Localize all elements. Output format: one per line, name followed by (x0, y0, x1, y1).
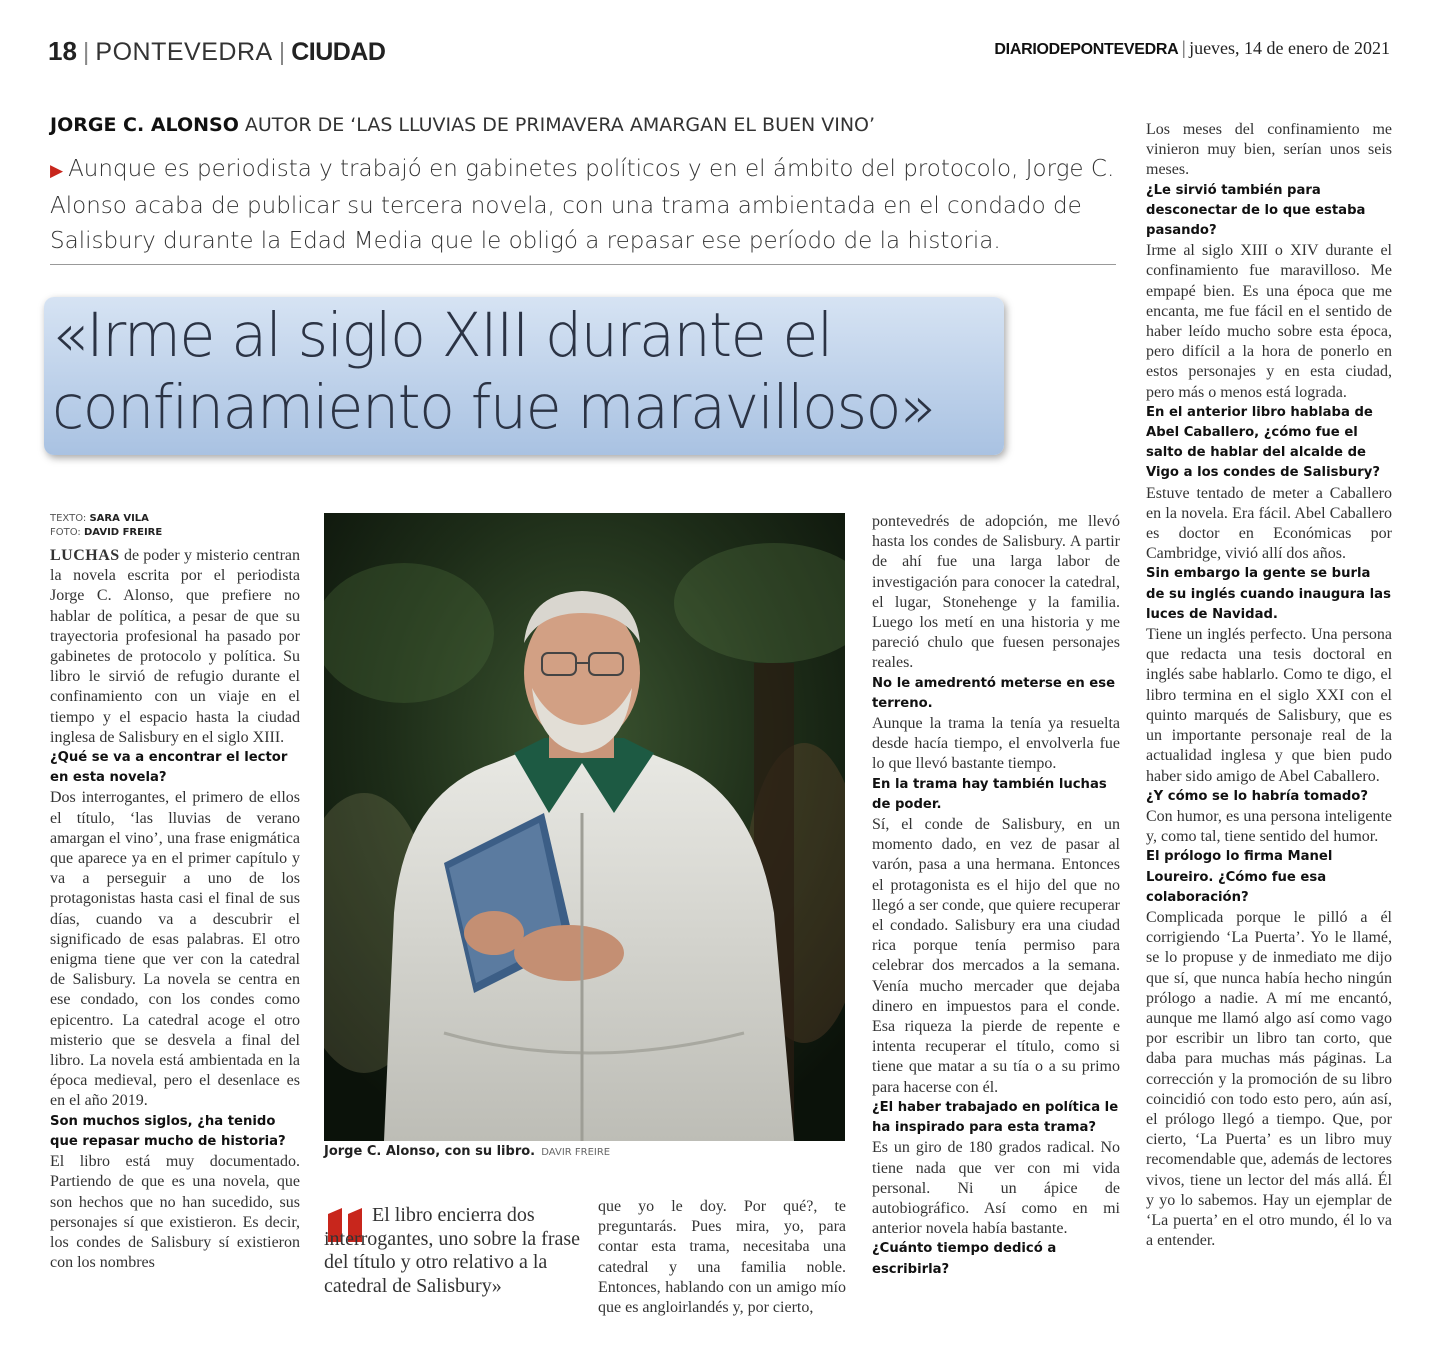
column-4 (1146, 120, 1392, 1251)
section-divider (50, 264, 1116, 265)
headline (52, 300, 1012, 444)
question: ¿Y cómo se lo habría tomado? (1146, 788, 1369, 804)
photo-illustration (324, 513, 845, 1141)
intro-paragraph: LUCHAS de poder y misterio centran la novela escrita por el periodista Jorge C. Alonso, que prefiere no hablar de política, a pesar de que su trayectoria profesional ha pasado por gabinetes de protocolo y política. Su libro le sirvió de refugio durante el confinamiento con un viaje en el tiempo y el espacio hasta la ciudad inglesa de Salisbury en el siglo XIII. (50, 547, 300, 746)
question: En el anterior libro hablaba de Abel Caballero, ¿cómo fue el salto de hablar del alcalde de Vigo a los condes de Salisbury? (1146, 404, 1381, 481)
question: El prólogo lo firma Manel Loureiro. ¿Cómo fue esa colaboración? (1146, 849, 1333, 905)
lead-word: LUCHAS (50, 547, 120, 564)
interviewee-description: AUTOR DE ‘LAS LLUVIAS DE PRIMAVERA AMARGAN EL BUEN VINO’ (244, 114, 876, 136)
header-separator: | (1181, 38, 1187, 58)
answer: Estuve tentado de meter a Caballero en la novela. Era fácil. Abel Caballero es doctor en Económicas por Cambridge, vivió allí dos años. (1146, 484, 1392, 563)
question: Son muchos siglos, ¿ha tenido que repasar mucho de historia? (50, 1113, 286, 1149)
interviewee-photo (324, 513, 845, 1141)
answer: Es un giro de 180 grados radical. No tiene nada que ver con mi vida personal. Ni un ápice de autobiográfico. Así como en mi anterior novela había bastante. (872, 1139, 1120, 1238)
header-separator: | (82, 38, 90, 66)
answer: Con humor, es una persona inteligente y, como tal, tiene sentido del humor. (1146, 807, 1392, 846)
deck-text: Aunque es periodista y trabajó en gabinetes políticos y en el ámbito del protocolo, Jorge C. Alonso acaba de publicar su tercera novela, con una trama ambientada en el condado de Salisbury durante la Edad Media que le obligó a repasar ese período de la historia. (50, 156, 1115, 254)
pull-quote: El libro encierra dos interrogantes, uno sobre la frase del título y otro relativo a la catedral de Salisbury» (324, 1204, 581, 1297)
question: ¿Cuánto tiempo dedicó a escribirla? (872, 1241, 1057, 1277)
question: ¿Qué se va a encontrar el lector en esta novela? (50, 750, 288, 786)
answer: pontevedrés de adopción, me llevó hasta los condes de Salisbury. A partir de ahí fue una larga labor de investigación para conocer la catedral, el lugar, Stonehenge y la familia. Luego los metí en una historia y me pareció chulo que fuesen personajes reales. (872, 513, 1120, 672)
question: ¿El haber trabajado en política le ha inspirado para esta trama? (872, 1099, 1119, 1136)
headline-line-1: «Irme al siglo XIII durante el (52, 300, 832, 371)
publication-logo: DIARIODEPONTEVEDRA (994, 41, 1179, 58)
column-3 (872, 512, 1120, 1280)
interviewee-name: JORGE C. ALONSO (50, 114, 239, 136)
answer: Irme al siglo XIII o XIV durante el confinamiento fue maravilloso. Me empapé bien. Es una época que me encanta, me fue fácil en el sentido de haber leído mucho sobre esta época, pero difícil a la hora de ponerlo en estos personajes y en esta ciudad, pero más o menos está lograda. (1146, 242, 1392, 401)
column-1 (50, 512, 300, 1273)
header-separator: | (278, 38, 286, 66)
triangle-arrow-icon: ▶ (50, 161, 64, 181)
article-deck (50, 152, 1120, 259)
page-header-right (994, 38, 1390, 59)
answer: Aunque la trama la tenía ya resuelta desde hacía tiempo, el envolverla fue lo que llevó bastante tiempo. (872, 715, 1120, 773)
photo-credit: FOTO: DAVID FREIRE (50, 527, 163, 538)
header-city: PONTEVEDRA (95, 38, 273, 66)
answer: Tiene un inglés perfecto. Una persona que redacta una tesis doctoral en inglés sabe hablarlo. Como te digo, el libro termina en el siglo XXI con el quinto marqués de Salisbury, que es un importante personaje real de la actualidad inglesa y que bien pudo haber sido amigo de Abel Caballero. (1146, 626, 1392, 785)
answer: Dos interrogantes, el primero de ellos el título, ‘las lluvias de verano amargan el vino’, una frase enigmática que aparece ya en el primer capítulo y va a perseguir a uno de los protagonistas hasta casi el final de sus días, cuando va a descubrir el significado de esas palabras. El otro enigma tiene que ver con la catedral de Salisbury. La novela se centra en ese condado, con los condes como epicentro. La catedral acoge el otro misterio que se desvela a final del libro. La novela está ambientada en la época medieval, pero el desenlace es en el año 2019. (50, 789, 300, 1110)
publication-date: jueves, 14 de enero de 2021 (1189, 38, 1390, 58)
question: Sin embargo la gente se burla de su inglés cuando inaugura las luces de Navidad. (1146, 566, 1391, 622)
question: En la trama hay también luchas de poder. (872, 776, 1107, 812)
photo-caption (324, 1144, 610, 1159)
answer: Complicada porque le pilló a él corrigiendo ‘La Puerta’. Yo le llamé, se lo propuse y de inmediato me dijo que sí, que nunca había hecho ningún prólogo a nadie. A mí me encantó, aunque me llamó algo así como vago por escribir un libro tan corto, que daba para muchas más páginas. La corrección y la promoción de su libro coincidió con todo esto pero, aún así, el prólogo llegó a tiempo. Que, por cierto, ‘La Puerta’ es un libro muy recomendable que, además de lectores vivos, tiene un lector del más allá. Él y yo lo sabemos. Hay un ejemplar de ‘La puerta’ en el otro mundo, él lo va a entender. (1146, 908, 1392, 1250)
question: No le amedrentó meterse en ese terreno. (872, 675, 1116, 711)
answer: El libro está muy documentado. Partiendo de que es una novela, que son hechos que no han sucedido, sus personajes sí que existieron. Es decir, los condes de Salisbury sí existieron con los nombres (50, 1153, 300, 1272)
question: ¿Le sirvió también para desconectar de lo que estaba pasando? (1146, 182, 1366, 239)
column-2-continuation (598, 1197, 846, 1318)
caption-credit: DAVIR FREIRE (541, 1147, 611, 1158)
page-header-left (48, 36, 385, 67)
page-number: 18 (48, 36, 77, 66)
text-credit: TEXTO: SARA VILA (50, 513, 149, 524)
kicker (50, 114, 875, 136)
caption-text: Jorge C. Alonso, con su libro. (324, 1144, 536, 1159)
headline-line-2: confinamiento fue maravilloso» (52, 372, 935, 443)
answer: Sí, el conde de Salisbury, en un momento dado, en vez de pasar al varón, pasa a una hermana. Entonces el protagonista es el hijo del que no llegó a ser conde, que quiere recuperar el condado. Salisbury era una ciudad rica porque tenía permiso para celebrar dos mercados a la semana. Venía mucho mercader que dejaba dinero en impuestos para el conde. Esa riqueza la pierde de repente e intenta recuperar el título, como si tiene que matar a su tía o a su primo para hacerse con él. (872, 816, 1120, 1096)
answer: que yo le doy. Por qué?, te preguntarás. Pues mira, yo, para contar esta trama, necesitaba una catedral y una familia noble. Entonces, hablando con un amigo mío que es angloirlandés y, por cierto, (598, 1198, 846, 1317)
header-section: CIUDAD (291, 38, 386, 66)
answer: Los meses del confinamiento me vinieron muy bien, serían unos seis meses. (1146, 121, 1392, 179)
